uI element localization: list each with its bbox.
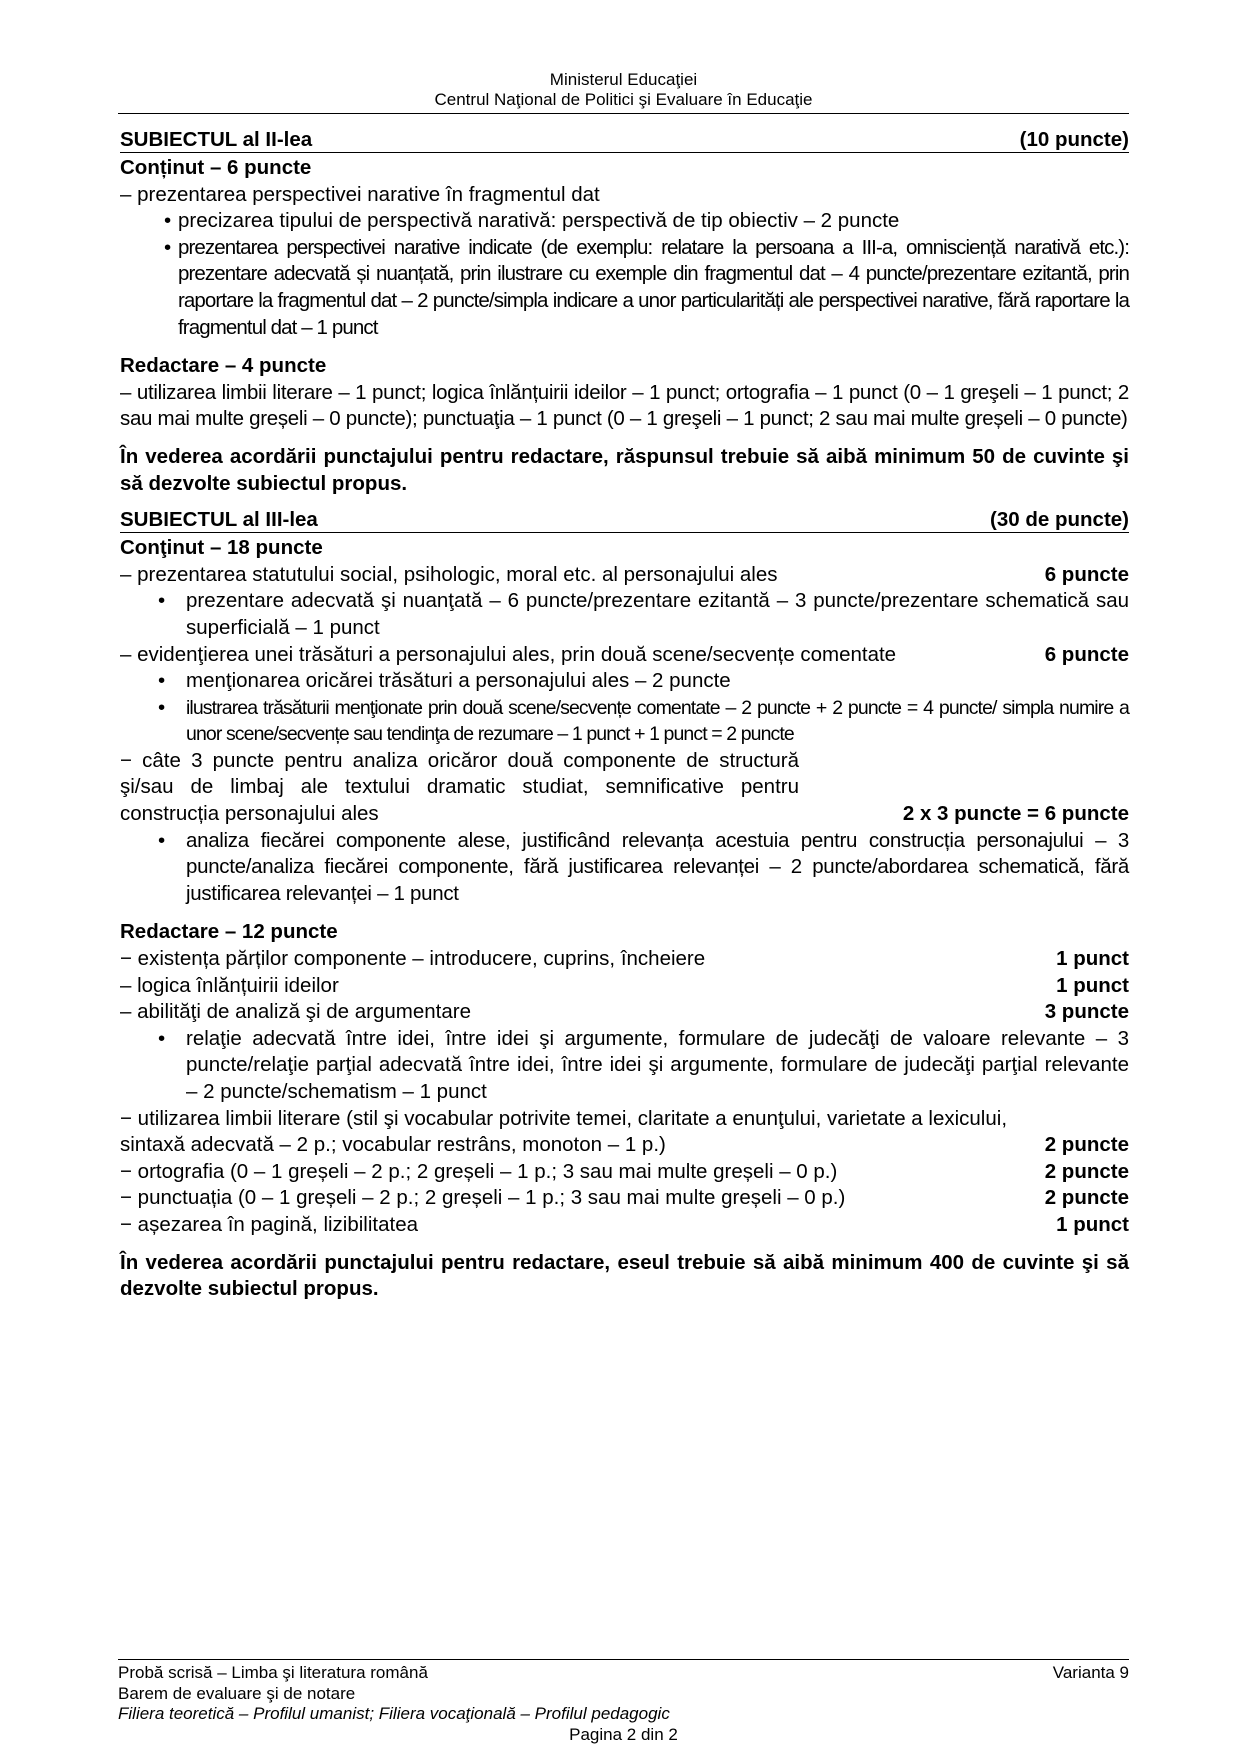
section-3-points: (30 de puncte) xyxy=(990,508,1129,532)
s3-redactare-3-bullet-text: relaţie adecvată între idei, între idei şi argumente, formulare de judecăţi de valoare relevante – 3 puncte/relaţie parţial adecvată între idei, între idei şi argumente, formulare de judecăţi parţial relevante – 2 puncte/schematism – 1 punct xyxy=(186,1026,1129,1103)
footer-barem: Barem de evaluare şi de notare xyxy=(118,1683,356,1703)
bullet-icon: • xyxy=(158,589,166,613)
s2-bullet-1 xyxy=(120,208,1129,235)
s3-redactare-5-text: − ortografia (0 – 1 greșeli – 2 p.; 2 greșeli – 1 p.; 3 sau mai multe greșeli – 0 p.) xyxy=(120,1159,838,1183)
s3-item-1-points: 6 puncte xyxy=(1044,562,1129,586)
s3-item-1-bullet-text: prezentare adecvată şi nuanţată – 6 puncte/prezentare ezitantă – 3 puncte/prezentare schematică sau superficială – 1 punct xyxy=(186,589,1129,639)
footer-variant: Varianta 9 xyxy=(1052,1663,1129,1682)
s3-redactare-7 xyxy=(120,1212,1129,1239)
s2-redactare-text: – utilizarea limbii literare – 1 punct; logica înlănțuirii ideilor – 1 punct; ortografia – 1 punct (0 – 1 greşeli – 1 punct; 2 sau mai multe greșeli – 0 puncte); punctuaţia – 1 punct (0 – 1 greşeli – 1 punct; 2 sau mai multe greșeli – 0 puncte) xyxy=(120,380,1129,431)
s3-item-3-bullet-text: analiza fiecărei componente alese, justificând relevanța acestuia pentru construcția personajului – 3 puncte/analiza fiecărei componente, fără justificarea relevanței – 2 puncte/abordarea schematică, fără justificarea relevanței – 1 punct xyxy=(186,828,1129,905)
s2-note: În vederea acordării punctajului pentru redactare, răspunsul trebuie să aibă minimum 50 de cuvinte şi să dezvolte subiectul propus. xyxy=(120,444,1129,495)
s3-item-2-bullet-1-text: menţionarea oricărei trăsături a personajului ales – 2 puncte xyxy=(186,669,731,693)
s3-item-1 xyxy=(120,562,1129,589)
ministry-name: Ministerul Educaţiei xyxy=(549,70,698,89)
bullet-icon: • xyxy=(164,209,172,233)
s3-redactare-3-points: 3 puncte xyxy=(1044,1000,1129,1024)
s2-bullet-1-text: precizarea tipului de perspectivă narativă: perspectivă de tip obiectiv – 2 puncte xyxy=(178,209,900,233)
bullet-icon: • xyxy=(158,828,166,852)
s3-redactare-5-points: 2 puncte xyxy=(1044,1159,1129,1183)
s3-item-1-text: – prezentarea statutului social, psihologic, moral etc. al personajului ales xyxy=(120,562,778,586)
s3-redactare-1 xyxy=(120,946,1129,973)
s3-item-3-points: 2 x 3 puncte = 6 puncte xyxy=(902,802,1129,826)
s2-content-heading: Conținut – 6 puncte xyxy=(120,156,312,179)
s3-redactare-3 xyxy=(120,999,1129,1026)
s3-content-heading: Conţinut – 18 puncte xyxy=(120,536,323,560)
s3-item-2 xyxy=(120,642,1129,669)
s3-item-2-text: – evidenţierea unei trăsături a personajului ales, prin două scene/secvențe comentate xyxy=(120,642,897,666)
section-2-points: (10 puncte) xyxy=(1019,128,1129,151)
s3-item-3-bullet xyxy=(120,828,1129,908)
s3-redactare-2-text: – logica înlănțuirii ideilor xyxy=(120,973,339,997)
s3-item-3-text: − câte 3 puncte pentru analiza oricăror două componente de structură şi/sau de limbaj ale textului dramatic studiat, semnificative pentru construcția personajului ales xyxy=(120,748,799,826)
footer-rule xyxy=(118,1659,1129,1660)
s3-item-2-bullet-2-text: ilustrarea trăsăturii menţionate prin două scene/secvențe comentate – 2 puncte + 2 puncte = 4 puncte/ simpla numire a unor scene/secvențe sau tendinţa de rezumare – 1 punct + 1 punct = 2 puncte xyxy=(186,696,1129,746)
section-2-heading xyxy=(120,129,1129,153)
header-rule xyxy=(118,113,1129,114)
bullet-icon: • xyxy=(164,235,172,259)
s3-redactare-4-points: 2 puncte xyxy=(1044,1133,1129,1157)
bullet-icon: • xyxy=(158,669,166,693)
bullet-icon: • xyxy=(158,695,166,719)
s2-item-1: – prezentarea perspectivei narative în fragmentul dat xyxy=(120,182,600,206)
s3-item-1-bullet xyxy=(120,588,1129,641)
main-content xyxy=(120,129,1129,1303)
s3-redactare-7-text: − așezarea în pagină, lizibilitatea xyxy=(120,1212,419,1236)
footer-profile: Filiera teoretică – Profilul umanist; Filiera vocaţională – Profilul pedagogic xyxy=(118,1704,670,1723)
footer-page-number: Pagina 2 din 2 xyxy=(569,1724,678,1744)
s3-redactare-2 xyxy=(120,973,1129,1000)
section-2-title: SUBIECTUL al II-lea xyxy=(120,128,313,151)
s3-redactare-6 xyxy=(120,1185,1129,1212)
s2-bullet-2 xyxy=(120,235,1129,341)
s3-item-2-bullet-1 xyxy=(120,668,1129,695)
s2-bullet-2-text: prezentarea perspectivei narative indicate (de exemplu: relatare la persoana a III-a, omnisciență narativă etc.): prezentare adecvată și nuanțată, prin ilustrare cu exemple din fragmentul dat – 4 puncte/prezentare ezitantă, prin raportare la fragmentul dat – 2 puncte/simpla indicare a unor particularități ale perspectivei narative, fără raportare la fragmentul dat – 1 punct xyxy=(178,235,1129,339)
s3-redactare-5 xyxy=(120,1159,1129,1186)
s3-redactare-4-line-1: − utilizarea limbii literare (stil şi vocabular potrivite temei, claritate a enunţului, varietate a lexicului, xyxy=(120,1106,1008,1130)
s3-redactare-3-bullet xyxy=(120,1026,1129,1106)
footer-exam: Probă scrisă – Limba şi literatura română xyxy=(118,1663,428,1682)
s3-redactare-3-text: – abilităţi de analiză şi de argumentare xyxy=(120,1000,471,1024)
center-name: Centrul Naţional de Politici şi Evaluare în Educaţie xyxy=(434,90,813,109)
s3-redactare-6-text: − punctuația (0 – 1 greșeli – 2 p.; 2 greșeli – 1 p.; 3 sau mai multe greșeli – 0 p.) xyxy=(120,1186,846,1210)
s3-redactare-7-points: 1 punct xyxy=(1056,1212,1129,1236)
s3-redactare-1-text: − existența părților componente – introducere, cuprins, încheiere xyxy=(120,947,706,971)
page-header xyxy=(118,70,1129,110)
s3-redactare-heading: Redactare – 12 puncte xyxy=(120,920,338,944)
s3-redactare-4-line-2: sintaxă adecvată – 2 p.; vocabular restrâns, monoton – 1 p.) xyxy=(120,1133,666,1157)
s3-item-2-bullet-2 xyxy=(120,695,1129,748)
s3-redactare-6-points: 2 puncte xyxy=(1044,1186,1129,1210)
s3-redactare-4 xyxy=(120,1132,1129,1159)
section-3-title: SUBIECTUL al III-lea xyxy=(120,508,318,532)
page-footer xyxy=(118,1663,1129,1745)
s2-redactare-heading: Redactare – 4 puncte xyxy=(120,354,327,378)
s3-note: În vederea acordării punctajului pentru redactare, eseul trebuie să aibă minimum 400 de cuvinte şi să dezvolte subiectul propus. xyxy=(120,1250,1129,1301)
s3-redactare-2-points: 1 punct xyxy=(1056,973,1129,997)
bullet-icon: • xyxy=(158,1026,166,1050)
section-3-heading xyxy=(120,509,1129,533)
s3-redactare-1-points: 1 punct xyxy=(1056,947,1129,971)
s3-item-2-points: 6 puncte xyxy=(1044,642,1129,666)
s3-item-3 xyxy=(120,748,1129,828)
